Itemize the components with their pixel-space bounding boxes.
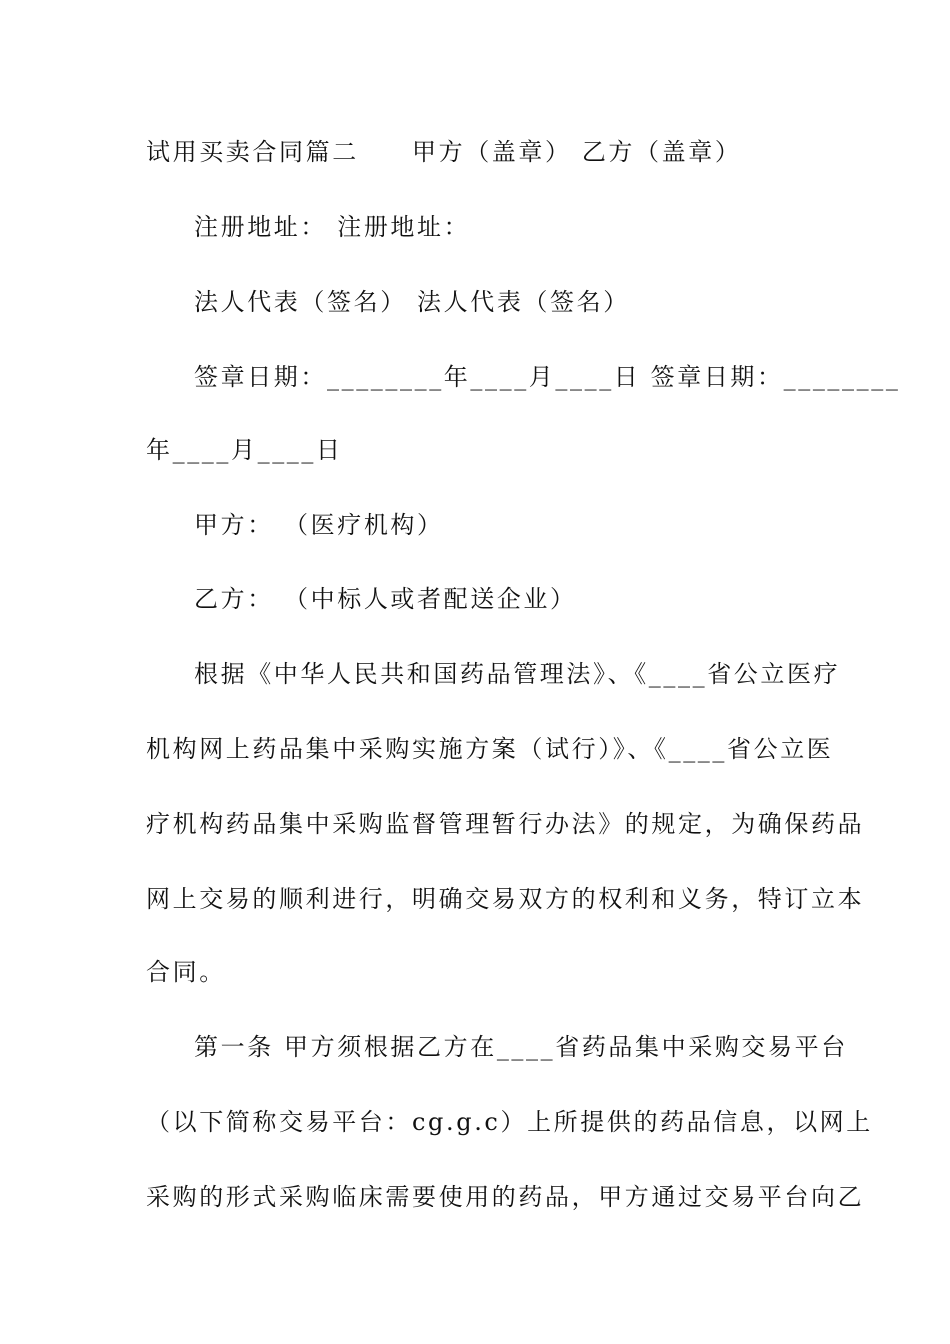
article-one-line: 采购的形式采购临床需要使用的药品，甲方通过交易平台向乙 <box>146 1183 865 1211</box>
signing-date-line: 签章日期：________年____月____日 签章日期：________ <box>194 363 901 391</box>
article-one-line: 第一条 甲方须根据乙方在____省药品集中采购交易平台 <box>194 1033 848 1061</box>
paragraph-line: 网上交易的顺利进行，明确交易双方的权利和义务，特订立本 <box>146 885 865 913</box>
article-one-line: （以下简称交易平台：cg.g.c）上所提供的药品信息，以网上 <box>146 1108 873 1136</box>
paragraph-line: 合同。 <box>146 958 226 986</box>
paragraph-line: 根据《中华人民共和国药品管理法》、《____省公立医疗 <box>194 660 841 688</box>
legal-representative-line: 法人代表（签名） 法人代表（签名） <box>194 288 630 316</box>
party-b-line: 乙方： （中标人或者配送企业） <box>194 585 577 613</box>
paragraph-line: 机构网上药品集中采购实施方案（试行）》、《____省公立医 <box>146 735 834 763</box>
title-and-signature-header: 试用买卖合同篇二 甲方（盖章） 乙方（盖章） <box>146 138 742 166</box>
party-a-line: 甲方： （医疗机构） <box>194 511 444 539</box>
registered-address-line: 注册地址： 注册地址： <box>194 213 471 241</box>
paragraph-line: 疗机构药品集中采购监督管理暂行办法》的规定，为确保药品 <box>146 810 865 838</box>
signing-date-continuation: 年____月____日 <box>146 436 343 464</box>
